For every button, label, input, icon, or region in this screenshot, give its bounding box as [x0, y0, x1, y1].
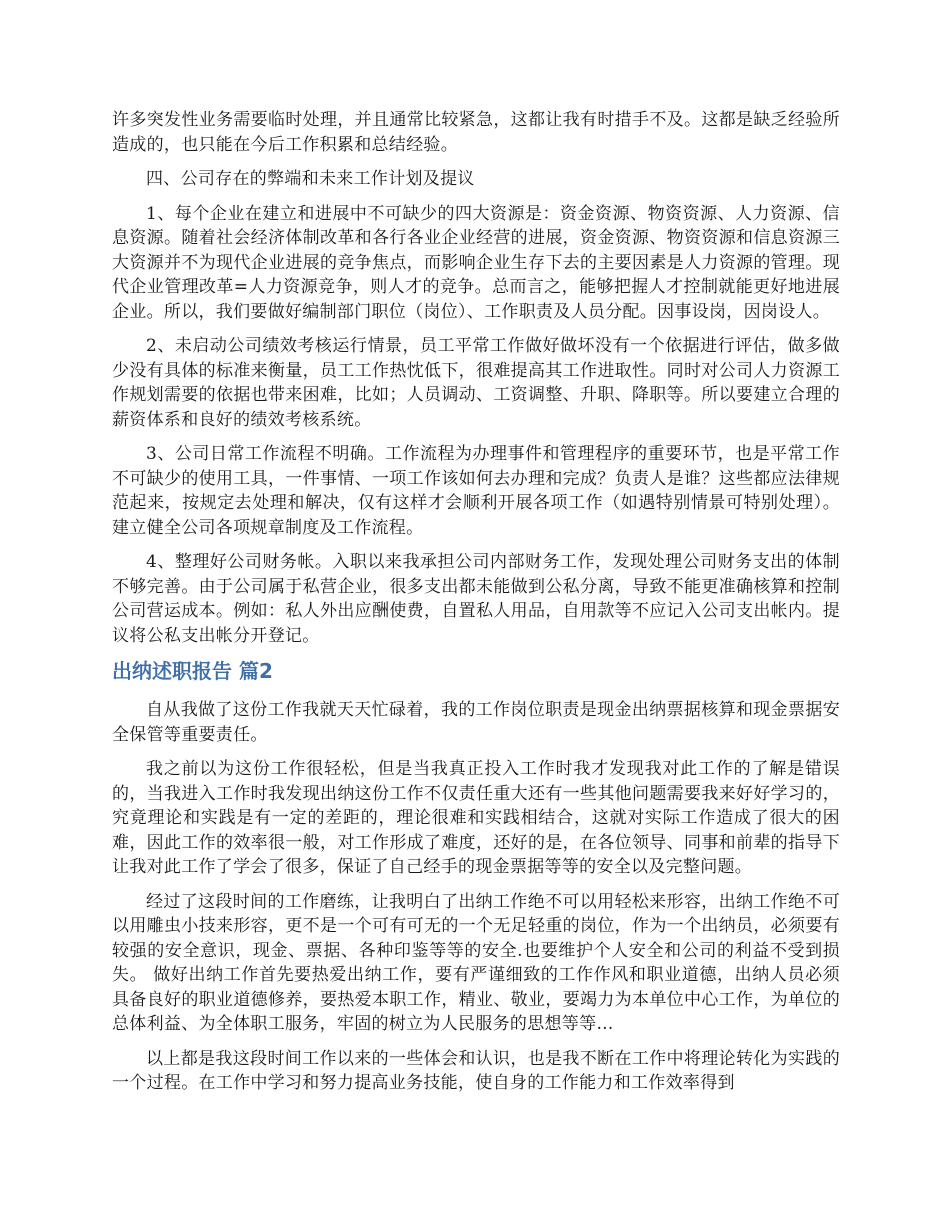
section-heading: 出纳述职报告 篇2: [112, 659, 273, 683]
paragraph-continuation: 许多突发性业务需要临时处理，并且通常比较紧急，这都让我有时措手不及。这都是缺乏经验所造成的，也只能在今后工作积累和总结经验。: [112, 110, 840, 155]
section-subheading: 四、公司存在的弊端和未来工作计划及提议: [146, 169, 475, 189]
paragraph-item-2: 2、未启动公司绩效考核运行情景，员工平常工作做好做坏没有一个依据进行评估，做多做少没有具体的标准来衡量，员工工作热忱低下，很难提高其工作进取性。同时对公司人力资源工作规划需要的依据也带来困难，比如；人员调动、工资调整、升职、降职等。所以要建立合理的薪资体系和良好的绩效考核系统。: [112, 336, 840, 430]
paragraph-body-2: 经过了这段时间的工作磨练，让我明白了出纳工作绝不可以用轻松来形容，出纳工作绝不可以用雕虫小技来形容，更不是一个可有可无的一个无足轻重的岗位，作为一个出纳员，必须要有较强的安全意识，现金、票据、各种印鉴等等的安全.也要维护个人安全和公司的利益不受到损失。 做好出纳工作首先要热爱出纳工作，要有严谨细致的工作作风和职业道德，出纳人员必须具备良好的职业道德修养，要热爱本职工作，精业、敬业，要竭力为本单位中心工作，为单位的总体利益、为全体职工服务，牢固的树立为人民服务的思想等等…: [112, 891, 840, 1034]
paragraph-body-3: 以上都是我这段时间工作以来的一些体会和认识，也是我不断在工作中将理论转化为实践的一个过程。在工作中学习和努力提高业务技能，使自身的工作能力和工作效率得到: [112, 1048, 840, 1093]
paragraph-item-3: 3、公司日常工作流程不明确。工作流程为办理事件和管理程序的重要环节，也是平常工作不可缺少的使用工具，一件事情、一项工作该如何去办理和完成？负责人是谁？这些都应法律规范起来，按规定去处理和解决，仅有这样才会顺利开展各项工作（如遇特别情景可特别处理）。建立健全公司各项规章制度及工作流程。: [112, 444, 840, 538]
paragraph-item-4: 4、整理好公司财务帐。入职以来我承担公司内部财务工作，发现处理公司财务支出的体制不够完善。由于公司属于私营企业，很多支出都未能做到公私分离，导致不能更准确核算和控制公司营运成本。例如：私人外出应酬使费，自置私人用品，自用款等不应记入公司支出帐内。提议将公私支出帐分开登记。: [112, 552, 840, 646]
paragraph-body-1: 我之前以为这份工作很轻松，但是当我真正投入工作时我才发现我对此工作的了解是错误的，当我进入工作时我发现出纳这份工作不仅责任重大还有一些其他问题需要我来好好学习的，究竟理论和实践是有一定的差距的，理论很难和实践相结合，这就对实际工作造成了很大的困难，因此工作的效率很一般，对工作形成了难度，还好的是，在各位领导、同事和前辈的指导下让我对此工作了学会了很多，保证了自己经手的现金票据等等的安全以及完整问题。: [112, 759, 840, 877]
paragraph-item-1: 1、每个企业在建立和进展中不可缺少的四大资源是：资金资源、物资资源、人力资源、信息资源。随着社会经济体制改革和各行各业企业经营的进展，资金资源、物资资源和信息资源三大资源并不为现代企业进展的竞争焦点，而影响企业生存下去的主要因素是人力资源的管理。现代企业管理改革=人力资源竞争，则人才的竞争。总而言之，能够把握人才控制就能更好地进展企业。所以，我们要做好编制部门职位（岗位）、工作职责及人员分配。因事设岗，因岗设人。: [112, 203, 840, 322]
paragraph-intro: 自从我做了这份工作我就天天忙碌着，我的工作岗位职责是现金出纳票据核算和现金票据安全保管等重要责任。: [112, 700, 840, 745]
document-body: [112, 108, 840, 1106]
